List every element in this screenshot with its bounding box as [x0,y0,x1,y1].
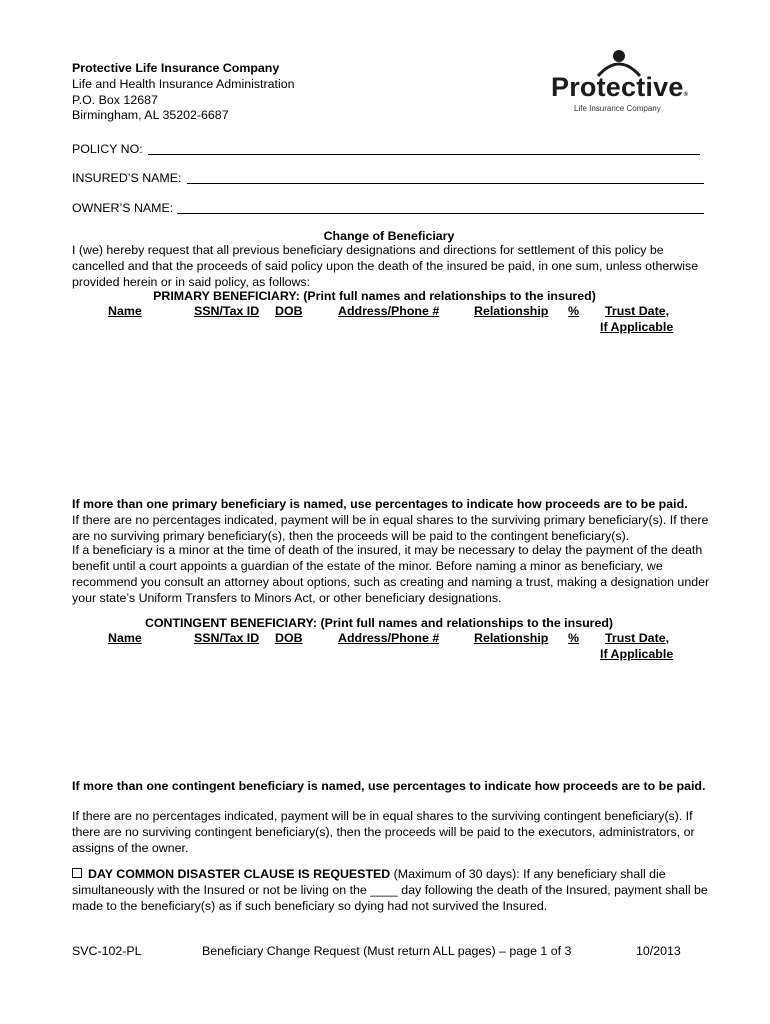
registered-mark: ® [683,92,689,98]
policy-no-input[interactable] [148,154,700,155]
logo-subtitle: Life Insurance Company [574,104,661,113]
owner-name-label: OWNER’S NAME: [72,201,174,215]
col-dob: DOB [275,304,303,318]
primary-note-text: If there are no percentages indicated, payment will be in equal shares to the surviving primary beneficiary(s). If there are no surviving primary beneficiary(s), then the proceeds will be paid to the contingent beneficiary(s). [72,513,709,543]
minor-note-text: If a beneficiary is a minor at the time of death of the insured, it may be necessary to delay the payment of the death benefit until a court appoints a guardian of the estate of the minor. Before naming a minor as beneficiary, we recommend you consult an attorney about options, such as creating and naming a trust, making a designation under your state’s Uniform Transfers to Minors Act, or other beneficiary designations. [72,543,710,605]
form-date: 10/2013 [636,944,681,958]
common-disaster-clause [72,867,712,915]
contingent-note-text: If there are no percentages indicated, payment will be in equal shares to the surviving contingent beneficiary(s). If there are no surviving contingent beneficiary(s), then the proceeds will be paid to the executors, administrators, or assigns of the owner. [72,809,695,855]
contingent-beneficiary-entry-area[interactable] [72,665,712,775]
col-trust-date: Trust Date, [605,304,670,318]
logo-wordmark: Protective [551,72,684,102]
department: Life and Health Insurance Administration [72,77,295,91]
policy-no-label: POLICY NO: [72,142,143,156]
primary-note-heading: If more than one primary beneficiary is named, use percentages to indicate how proceeds are to be paid. [72,497,688,511]
col-address: Address/Phone # [338,631,440,645]
form-title: Change of Beneficiary [323,229,455,243]
col-if-applicable: If Applicable [600,320,674,334]
insured-name-label: INSURED’S NAME: [72,171,182,185]
primary-beneficiary-entry-area[interactable] [72,338,712,488]
col-percent: % [568,631,580,645]
insured-name-input[interactable] [187,183,704,184]
form-id: SVC-102-PL [72,944,142,958]
contingent-note-heading: If more than one contingent beneficiary is named, use percentages to indicate how proceeds are to be paid. [72,779,706,793]
common-disaster-heading: DAY COMMON DISASTER CLAUSE IS REQUESTED [88,867,391,881]
col-name: Name [108,631,142,645]
col-ssn: SSN/Tax ID [194,631,260,645]
col-trust-date: Trust Date, [605,631,670,645]
col-percent: % [568,304,580,318]
col-address: Address/Phone # [338,304,440,318]
common-disaster-checkbox[interactable] [72,868,82,878]
contingent-beneficiary-heading: CONTINGENT BENEFICIARY: (Print full names and relationships to the insured) [144,616,614,630]
company-logo [548,46,698,116]
days-blank-field[interactable]: ____ [370,882,398,897]
owner-name-input[interactable] [177,213,704,214]
col-if-applicable: If Applicable [600,647,674,661]
company-name: Protective Life Insurance Company [72,61,280,75]
col-ssn: SSN/Tax ID [194,304,260,318]
col-dob: DOB [275,631,303,645]
po-box: P.O. Box 12687 [72,93,158,107]
col-name: Name [108,304,142,318]
intro-paragraph: I (we) hereby request that all previous beneficiary designations and directions for settlement of this policy be cancelled and that the proceeds of said policy upon the death of the insured be paid, in one sum, unless otherwise provided herein or in said policy, as follows: [72,243,699,289]
primary-beneficiary-heading: PRIMARY BENEFICIARY: (Print full names and relationships to the insured) [153,289,596,303]
common-disaster-text-a: (Maximum of 30 days): If any beneficiary shall die simultaneously with the Insured or not be living on the [72,867,666,897]
col-relationship: Relationship [474,631,549,645]
form-description: Beneficiary Change Request (Must return ALL pages) – page 1 of 3 [202,944,572,958]
common-disaster-text-b: day following the death of the Insured, payment shall be made to the beneficiary(s) as if such beneficiary so dying had not survived the Insured. [72,882,708,913]
col-relationship: Relationship [474,304,549,318]
city-address: Birmingham, AL 35202-6687 [72,108,229,122]
